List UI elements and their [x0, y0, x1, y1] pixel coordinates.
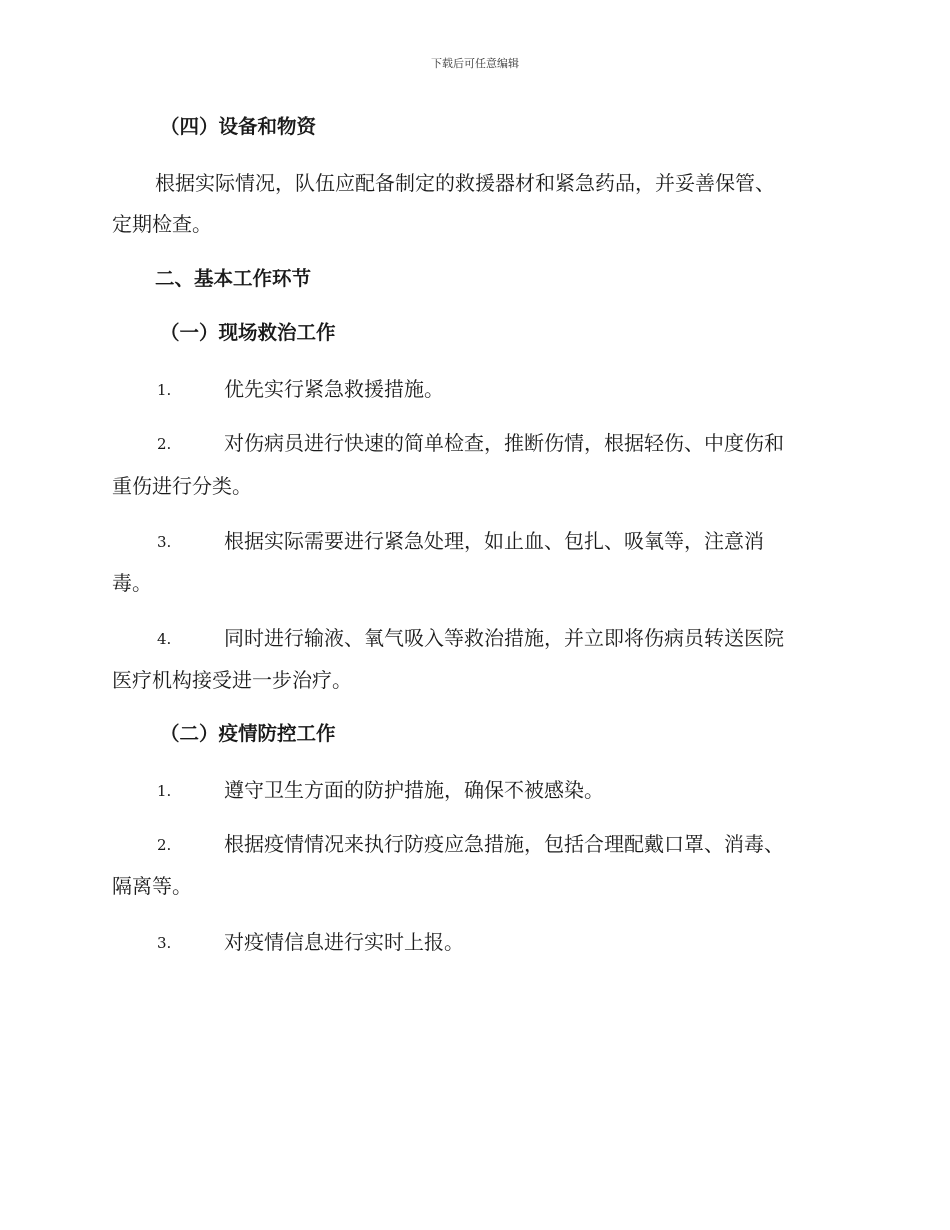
heading-equipment: （四）设备和物资	[160, 115, 317, 138]
heading-epidemic: （二）疫情防控工作	[160, 722, 336, 745]
list-item-number: 2.	[157, 435, 172, 453]
page-header-note: 下载后可任意编辑	[431, 57, 519, 70]
heading-rescue: （一）现场救治工作	[160, 321, 336, 344]
list-item-continuation: 隔离等。	[112, 874, 192, 898]
list-item-continuation: 重伤进行分类。	[112, 474, 252, 498]
heading-section-2: 二、基本工作环节	[155, 267, 312, 290]
list-item-number: 2.	[157, 836, 172, 854]
list-item-number: 1.	[157, 782, 172, 800]
list-item: 同时进行输液、氧气吸入等救治措施，并立即将伤病员转送医院	[224, 626, 784, 650]
list-item-number: 3.	[157, 934, 172, 952]
list-item: 遵守卫生方面的防护措施，确保不被感染。	[224, 778, 604, 802]
list-item-number: 3.	[157, 533, 172, 551]
list-item-continuation: 毒。	[112, 571, 152, 595]
list-item-number: 4.	[157, 630, 172, 648]
list-item: 根据实际需要进行紧急处理，如止血、包扎、吸氧等，注意消	[224, 529, 764, 553]
paragraph-equipment-line-2: 定期检查。	[112, 212, 212, 236]
list-item: 优先实行紧急救援措施。	[224, 377, 444, 401]
list-item-continuation: 医疗机构接受进一步治疗。	[112, 668, 352, 692]
paragraph-equipment-line-1: 根据实际情况，队伍应配备制定的救援器材和紧急药品，并妥善保管、	[155, 171, 775, 195]
list-item: 对伤病员进行快速的简单检查，推断伤情，根据轻伤、中度伤和	[224, 431, 784, 455]
list-item: 根据疫情情况来执行防疫应急措施，包括合理配戴口罩、消毒、	[224, 832, 784, 856]
list-item: 对疫情信息进行实时上报。	[224, 930, 464, 954]
list-item-number: 1.	[157, 381, 172, 399]
